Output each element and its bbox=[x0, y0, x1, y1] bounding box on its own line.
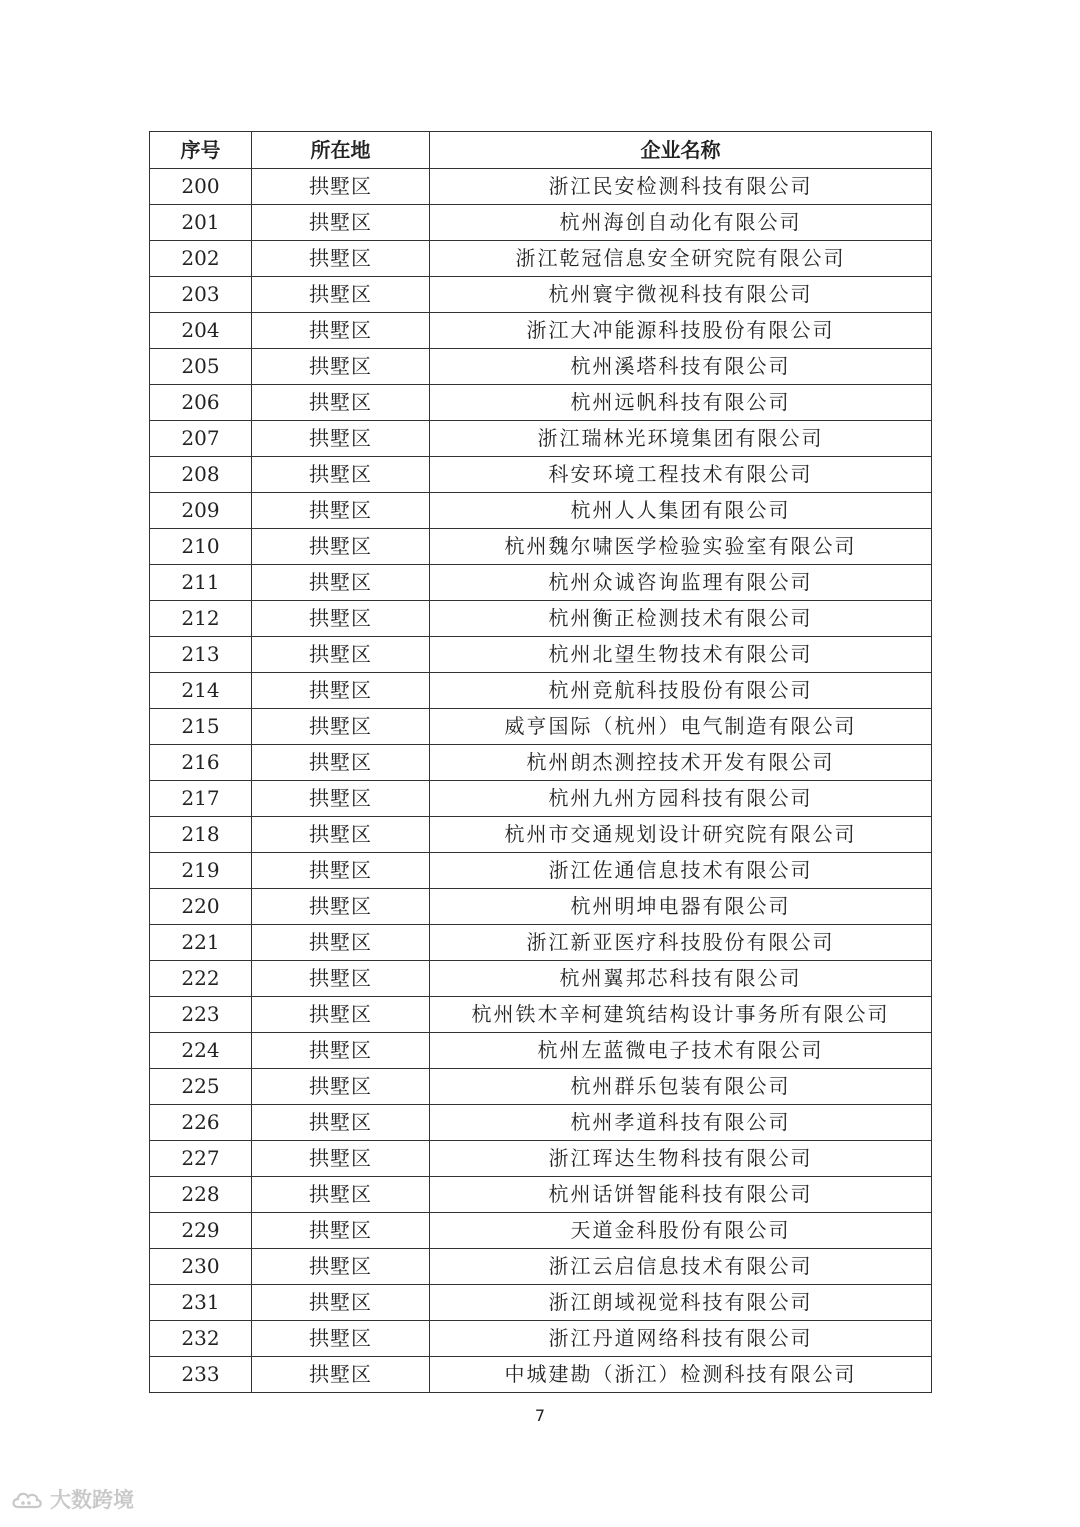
cell-location: 拱墅区 bbox=[252, 1177, 430, 1213]
cell-serial-number: 206 bbox=[150, 385, 252, 421]
cell-serial-number: 214 bbox=[150, 673, 252, 709]
cell-location: 拱墅区 bbox=[252, 853, 430, 889]
cell-company-name: 科安环境工程技术有限公司 bbox=[430, 457, 932, 493]
cell-location: 拱墅区 bbox=[252, 1285, 430, 1321]
cell-serial-number: 217 bbox=[150, 781, 252, 817]
cell-serial-number: 212 bbox=[150, 601, 252, 637]
cell-serial-number: 200 bbox=[150, 169, 252, 205]
cell-serial-number: 201 bbox=[150, 205, 252, 241]
cell-company-name: 浙江朗域视觉科技有限公司 bbox=[430, 1285, 932, 1321]
cell-company-name: 威亨国际（杭州）电气制造有限公司 bbox=[430, 709, 932, 745]
cell-location: 拱墅区 bbox=[252, 421, 430, 457]
cell-location: 拱墅区 bbox=[252, 1213, 430, 1249]
cell-company-name: 杭州寰宇微视科技有限公司 bbox=[430, 277, 932, 313]
cell-serial-number: 224 bbox=[150, 1033, 252, 1069]
cell-company-name: 浙江新亚医疗科技股份有限公司 bbox=[430, 925, 932, 961]
cell-location: 拱墅区 bbox=[252, 1069, 430, 1105]
table-row bbox=[150, 673, 932, 709]
table-row bbox=[150, 1249, 932, 1285]
cell-company-name: 浙江丹道网络科技有限公司 bbox=[430, 1321, 932, 1357]
watermark bbox=[10, 1484, 134, 1514]
cell-location: 拱墅区 bbox=[252, 1249, 430, 1285]
cell-company-name: 浙江云启信息技术有限公司 bbox=[430, 1249, 932, 1285]
cell-location: 拱墅区 bbox=[252, 241, 430, 277]
cell-serial-number: 210 bbox=[150, 529, 252, 565]
table-row bbox=[150, 853, 932, 889]
table-row bbox=[150, 1357, 932, 1393]
watermark-text: 大数跨境 bbox=[50, 1488, 134, 1512]
cell-serial-number: 229 bbox=[150, 1213, 252, 1249]
company-table bbox=[149, 131, 932, 1393]
cell-company-name: 杭州左蓝微电子技术有限公司 bbox=[430, 1033, 932, 1069]
table-row bbox=[150, 313, 932, 349]
cell-serial-number: 209 bbox=[150, 493, 252, 529]
table-row bbox=[150, 1141, 932, 1177]
page-number: 7 bbox=[534, 1406, 546, 1425]
table-row bbox=[150, 925, 932, 961]
cell-company-name: 杭州竞航科技股份有限公司 bbox=[430, 673, 932, 709]
cell-location: 拱墅区 bbox=[252, 349, 430, 385]
cell-location: 拱墅区 bbox=[252, 925, 430, 961]
table-row bbox=[150, 637, 932, 673]
table-row bbox=[150, 1321, 932, 1357]
cell-serial-number: 204 bbox=[150, 313, 252, 349]
cloud-logo-icon bbox=[10, 1487, 44, 1511]
cell-serial-number: 205 bbox=[150, 349, 252, 385]
cell-location: 拱墅区 bbox=[252, 817, 430, 853]
cell-location: 拱墅区 bbox=[252, 1321, 430, 1357]
table-header-row bbox=[150, 132, 932, 169]
table-row bbox=[150, 277, 932, 313]
table-row bbox=[150, 601, 932, 637]
cell-location: 拱墅区 bbox=[252, 997, 430, 1033]
cell-serial-number: 221 bbox=[150, 925, 252, 961]
cell-serial-number: 220 bbox=[150, 889, 252, 925]
cell-company-name: 杭州孝道科技有限公司 bbox=[430, 1105, 932, 1141]
cell-company-name: 杭州话饼智能科技有限公司 bbox=[430, 1177, 932, 1213]
cell-serial-number: 207 bbox=[150, 421, 252, 457]
cell-location: 拱墅区 bbox=[252, 205, 430, 241]
cell-company-name: 杭州翼邦芯科技有限公司 bbox=[430, 961, 932, 997]
cell-company-name: 杭州远帆科技有限公司 bbox=[430, 385, 932, 421]
header-location: 所在地 bbox=[252, 132, 430, 169]
table-row bbox=[150, 781, 932, 817]
table-row bbox=[150, 169, 932, 205]
cell-company-name: 浙江民安检测科技有限公司 bbox=[430, 169, 932, 205]
cell-serial-number: 227 bbox=[150, 1141, 252, 1177]
table-row bbox=[150, 421, 932, 457]
cell-serial-number: 222 bbox=[150, 961, 252, 997]
cell-location: 拱墅区 bbox=[252, 169, 430, 205]
table-row bbox=[150, 493, 932, 529]
cell-serial-number: 219 bbox=[150, 853, 252, 889]
table-row bbox=[150, 961, 932, 997]
cell-serial-number: 213 bbox=[150, 637, 252, 673]
cell-company-name: 中城建勘（浙江）检测科技有限公司 bbox=[430, 1357, 932, 1393]
table-row bbox=[150, 349, 932, 385]
cell-company-name: 杭州众诚咨询监理有限公司 bbox=[430, 565, 932, 601]
cell-serial-number: 226 bbox=[150, 1105, 252, 1141]
cell-company-name: 杭州群乐包装有限公司 bbox=[430, 1069, 932, 1105]
cell-serial-number: 233 bbox=[150, 1357, 252, 1393]
cell-company-name: 杭州市交通规划设计研究院有限公司 bbox=[430, 817, 932, 853]
cell-company-name: 杭州明坤电器有限公司 bbox=[430, 889, 932, 925]
cell-serial-number: 225 bbox=[150, 1069, 252, 1105]
cell-location: 拱墅区 bbox=[252, 565, 430, 601]
cell-company-name: 杭州九州方园科技有限公司 bbox=[430, 781, 932, 817]
cell-location: 拱墅区 bbox=[252, 1033, 430, 1069]
cell-company-name: 浙江珲达生物科技有限公司 bbox=[430, 1141, 932, 1177]
cell-location: 拱墅区 bbox=[252, 745, 430, 781]
table-row bbox=[150, 997, 932, 1033]
cell-serial-number: 216 bbox=[150, 745, 252, 781]
cell-company-name: 杭州朗杰测控技术开发有限公司 bbox=[430, 745, 932, 781]
cell-company-name: 杭州铁木辛柯建筑结构设计事务所有限公司 bbox=[430, 997, 932, 1033]
table-row bbox=[150, 241, 932, 277]
cell-serial-number: 228 bbox=[150, 1177, 252, 1213]
cell-serial-number: 223 bbox=[150, 997, 252, 1033]
cell-serial-number: 202 bbox=[150, 241, 252, 277]
table-row bbox=[150, 1213, 932, 1249]
cell-location: 拱墅区 bbox=[252, 277, 430, 313]
cell-company-name: 杭州人人集团有限公司 bbox=[430, 493, 932, 529]
cell-company-name: 杭州衡正检测技术有限公司 bbox=[430, 601, 932, 637]
table-row bbox=[150, 1177, 932, 1213]
table-row bbox=[150, 817, 932, 853]
cell-location: 拱墅区 bbox=[252, 889, 430, 925]
cell-serial-number: 232 bbox=[150, 1321, 252, 1357]
table-row bbox=[150, 709, 932, 745]
cell-company-name: 杭州魏尔啸医学检验实验室有限公司 bbox=[430, 529, 932, 565]
cell-company-name: 杭州北望生物技术有限公司 bbox=[430, 637, 932, 673]
table-row bbox=[150, 565, 932, 601]
cell-serial-number: 211 bbox=[150, 565, 252, 601]
cell-company-name: 天道金科股份有限公司 bbox=[430, 1213, 932, 1249]
table-row bbox=[150, 889, 932, 925]
header-company-name: 企业名称 bbox=[430, 132, 932, 169]
cell-company-name: 浙江佐通信息技术有限公司 bbox=[430, 853, 932, 889]
cell-serial-number: 208 bbox=[150, 457, 252, 493]
cell-serial-number: 231 bbox=[150, 1285, 252, 1321]
cell-serial-number: 230 bbox=[150, 1249, 252, 1285]
table-row bbox=[150, 745, 932, 781]
cell-location: 拱墅区 bbox=[252, 709, 430, 745]
table-row bbox=[150, 385, 932, 421]
header-serial-number: 序号 bbox=[150, 132, 252, 169]
cell-location: 拱墅区 bbox=[252, 1357, 430, 1393]
cell-company-name: 浙江大冲能源科技股份有限公司 bbox=[430, 313, 932, 349]
cell-serial-number: 215 bbox=[150, 709, 252, 745]
cell-location: 拱墅区 bbox=[252, 1105, 430, 1141]
cell-location: 拱墅区 bbox=[252, 385, 430, 421]
cell-company-name: 浙江乾冠信息安全研究院有限公司 bbox=[430, 241, 932, 277]
cell-location: 拱墅区 bbox=[252, 493, 430, 529]
cell-serial-number: 218 bbox=[150, 817, 252, 853]
cell-location: 拱墅区 bbox=[252, 601, 430, 637]
table-body bbox=[150, 169, 932, 1393]
cell-location: 拱墅区 bbox=[252, 961, 430, 997]
cell-location: 拱墅区 bbox=[252, 637, 430, 673]
cell-company-name: 浙江瑞林光环境集团有限公司 bbox=[430, 421, 932, 457]
table-row bbox=[150, 457, 932, 493]
cell-serial-number: 203 bbox=[150, 277, 252, 313]
cell-location: 拱墅区 bbox=[252, 457, 430, 493]
cell-location: 拱墅区 bbox=[252, 529, 430, 565]
cell-company-name: 杭州溪塔科技有限公司 bbox=[430, 349, 932, 385]
cell-location: 拱墅区 bbox=[252, 781, 430, 817]
table-row bbox=[150, 529, 932, 565]
table-row bbox=[150, 1033, 932, 1069]
cell-location: 拱墅区 bbox=[252, 1141, 430, 1177]
table-row bbox=[150, 1285, 932, 1321]
table-row bbox=[150, 1069, 932, 1105]
cell-location: 拱墅区 bbox=[252, 313, 430, 349]
cell-company-name: 杭州海创自动化有限公司 bbox=[430, 205, 932, 241]
table-row bbox=[150, 1105, 932, 1141]
table-row bbox=[150, 205, 932, 241]
company-table-container bbox=[149, 131, 931, 1393]
cell-location: 拱墅区 bbox=[252, 673, 430, 709]
